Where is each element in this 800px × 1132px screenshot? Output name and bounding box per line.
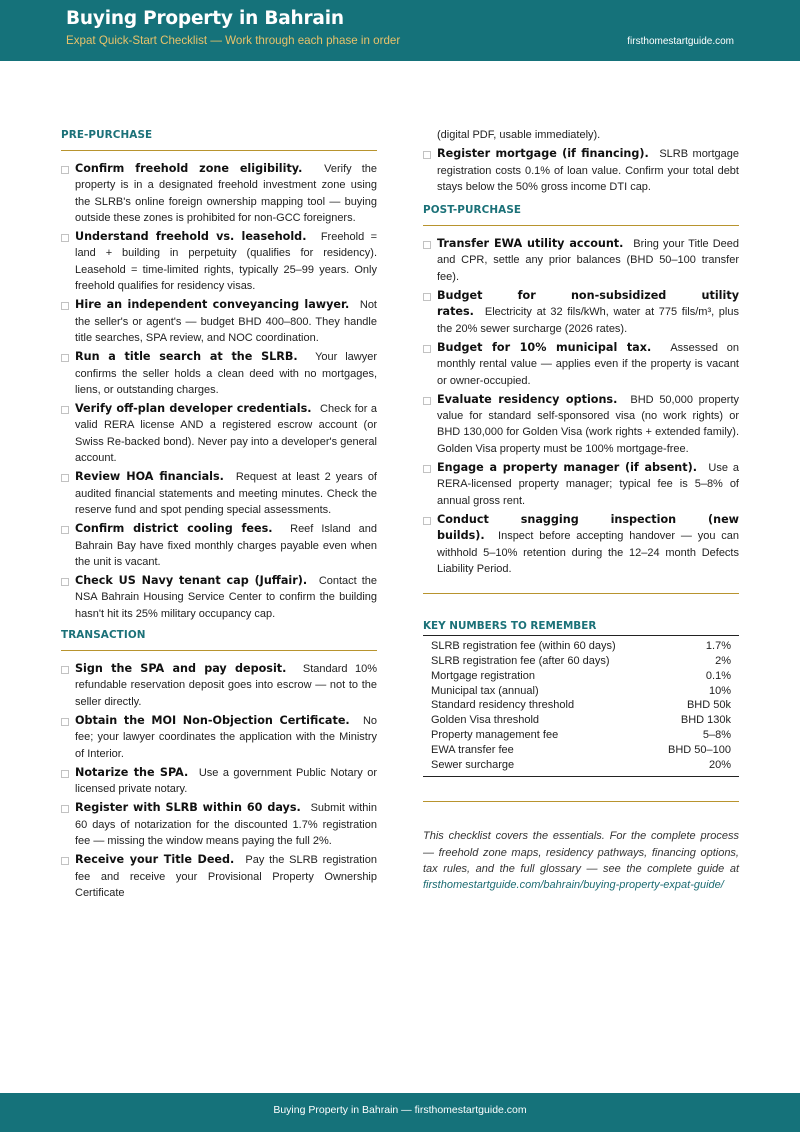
checklist-item <box>423 236 739 285</box>
item-text: Reef Island and Bahrain Bay have fixed monthly charges payable even when the unit is vacant. <box>75 523 377 568</box>
key-number-label: Mortgage registration <box>431 669 535 682</box>
key-number-label: Property management fee <box>431 728 559 741</box>
item-lead: Understand freehold vs. leasehold. <box>75 230 307 244</box>
key-number-label: Golden Visa threshold <box>431 714 540 727</box>
item-text: Bring your Title Deed and CPR, settle any prior balances (BHD 50–100 transfer fee). <box>437 238 740 283</box>
item-lead: Budget for 10% municipal tax. <box>437 340 652 354</box>
footer-text: Buying Property in Bahrain — firsthomestartguide.com <box>273 1104 527 1116</box>
item-lead: Sign the SPA and pay deposit. <box>75 662 287 676</box>
key-number-value: 1.7% <box>705 640 731 653</box>
item-lead: Budget for non-subsidized utility rates. <box>437 289 739 319</box>
post-purchase-list <box>423 236 739 577</box>
item-text: Standard 10% refundable reservation deposit goes into escrow — not to the seller directly. <box>75 663 377 708</box>
checkbox[interactable] <box>423 397 431 405</box>
item-text: Your lawyer confirms the seller holds a clean deed with no mortgages, liens, or outstanding charges. <box>75 351 378 396</box>
key-number-row <box>423 636 739 654</box>
checklist-item <box>423 460 739 509</box>
checkbox[interactable] <box>61 166 69 174</box>
item-lead: Transfer EWA utility account. <box>437 237 624 251</box>
page-footer <box>0 1093 800 1132</box>
item-lead: Hire an independent conveyancing lawyer. <box>75 298 350 312</box>
checkbox[interactable] <box>61 354 69 362</box>
key-number-value: 5–8% <box>702 728 731 741</box>
item-text: Pay the SLRB registration fee and receive your Provisional Property Ownership Certificate <box>75 854 377 899</box>
checkbox[interactable] <box>61 857 69 865</box>
key-number-label: Sewer surcharge <box>431 758 515 771</box>
checklist-item <box>61 469 377 518</box>
key-number-row <box>423 698 739 713</box>
item-text: Contact the NSA Bahrain Housing Service Center to confirm the building hasn't hit its 25% military occupancy cap. <box>75 575 378 620</box>
item-text: Freehold = land + building in perpetuity (qualifies for residency). Leasehold = time-limited rights, typically 25–99 years. Only freehold qualifies for residency visas. <box>75 231 377 293</box>
checkbox[interactable] <box>61 406 69 414</box>
key-number-row <box>423 669 739 684</box>
item-lead: Engage a property manager (if absent). <box>437 461 697 475</box>
key-number-row <box>423 713 739 728</box>
item-text: BHD 50,000 property value for standard self-sponsored visa (no work rights) or BHD 130,000 for Golden Visa (work rights + extended family). Golden Visa property must be 100% mortgage-free. <box>437 393 740 455</box>
key-number-row <box>423 743 739 758</box>
checkbox[interactable] <box>61 474 69 482</box>
checkbox[interactable] <box>423 345 431 353</box>
checkbox[interactable] <box>423 517 431 525</box>
guide-link[interactable]: firsthomestartguide.com/bahrain/buying-property-expat-guide/ <box>423 878 724 891</box>
key-number-value: 2% <box>715 654 731 667</box>
key-number-value: 20% <box>708 758 731 771</box>
section-title-post-purchase: POST-PURCHASE <box>423 201 739 226</box>
pre-purchase-list <box>61 161 377 622</box>
right-column <box>423 128 739 893</box>
item-lead: Notarize the SPA. <box>75 765 189 779</box>
item-text: Assessed on monthly rental value — applies even if the property is vacant or owner-occupied. <box>437 341 739 387</box>
divider <box>423 801 739 802</box>
key-number-row <box>423 654 739 669</box>
item-text: Use a government Public Notary or licensed private notary. <box>75 766 378 796</box>
item-text: Request at least 2 years of audited financial statements and meeting minutes. Check the reserve fund and spot pending special assessments. <box>75 471 377 516</box>
checkbox[interactable] <box>423 241 431 249</box>
key-numbers-title: KEY NUMBERS TO REMEMBER <box>423 594 739 636</box>
checklist-item <box>61 401 377 466</box>
checkbox[interactable] <box>61 718 69 726</box>
page-header <box>0 0 800 61</box>
key-numbers-table <box>423 636 739 777</box>
checklist-item <box>61 800 377 849</box>
section-title-transaction: TRANSACTION <box>61 626 377 651</box>
checkbox[interactable] <box>61 302 69 310</box>
closing-note <box>423 828 739 893</box>
item-lead: Confirm district cooling fees. <box>75 522 273 536</box>
checkbox[interactable] <box>61 234 69 242</box>
closing-text: This checklist covers the essentials. For the complete process — freehold zone maps, residency pathways, financing options, tax rules, and the full glossary — see the complete guide at <box>423 830 739 875</box>
item-lead: Register with SLRB within 60 days. <box>75 801 301 815</box>
item-lead: Evaluate residency options. <box>437 392 618 406</box>
checklist-item <box>61 161 377 226</box>
checkbox[interactable] <box>61 666 69 674</box>
item-text: No fee; your lawyer coordinates the application with the Ministry of Interior. <box>75 714 377 760</box>
page-title: Buying Property in Bahrain <box>66 8 344 29</box>
item-text: Submit within 60 days of notarization for the discounted 1.7% registration fee — missing the window means paying the full 2%. <box>75 802 377 847</box>
checklist-item <box>61 852 377 901</box>
checklist-item <box>61 573 377 622</box>
checkbox[interactable] <box>61 578 69 586</box>
checklist-item <box>423 288 739 337</box>
checklist-item <box>423 512 739 577</box>
checkbox[interactable] <box>61 526 69 534</box>
key-number-label: SLRB registration fee (after 60 days) <box>431 654 610 667</box>
item-lead: Run a title search at the SLRB. <box>75 350 298 364</box>
item-text: Verify the property is in a designated freehold investment zone using the SLRB's online foreign ownership mapping tool — buying outside these zones is prohibited for non-GCC foreigners. <box>75 163 378 224</box>
key-number-label: Municipal tax (annual) <box>431 684 539 697</box>
item-lead: Register mortgage (if financing). <box>437 147 649 161</box>
key-number-row <box>423 758 739 777</box>
item-lead: Verify off-plan developer credentials. <box>75 402 312 416</box>
item-text: Inspect before accepting handover — you can withhold 5–10% retention during the 12–24 month Defects Liability Period. <box>437 530 740 575</box>
header-site-link[interactable]: firsthomestartguide.com <box>627 36 734 47</box>
section-title-pre-purchase: PRE-PURCHASE <box>61 126 377 151</box>
checklist-item <box>61 229 377 294</box>
key-number-row <box>423 728 739 743</box>
item-lead: Conduct snagging inspection (new builds). <box>437 512 739 543</box>
checkbox[interactable] <box>423 465 431 473</box>
key-number-label: EWA transfer fee <box>431 743 514 756</box>
checklist-item <box>423 340 739 389</box>
item-text: Use a RERA-licensed property manager; typical fee is 5–8% of annual gross rent. <box>437 462 739 507</box>
checklist-item <box>61 765 377 798</box>
item-continuation: (digital PDF, usable immediately). <box>437 129 601 141</box>
checkbox[interactable] <box>61 770 69 778</box>
checklist-item <box>61 661 377 710</box>
checklist-item <box>61 713 377 762</box>
key-number-row <box>423 684 739 699</box>
item-text: Check for a valid RERA license AND a registered escrow account (or Swiss Re-backed bond). Never pay into a developer's general account. <box>75 403 377 465</box>
key-number-label: SLRB registration fee (within 60 days) <box>431 640 616 653</box>
transaction-list-continued <box>423 146 739 195</box>
checklist-item <box>61 297 377 346</box>
item-text: Electricity at 32 fils/kWh, water at 775 fils/m³, plus the 20% sewer surcharge (2026 rates). <box>437 306 739 335</box>
key-number-value: 0.1% <box>705 669 731 682</box>
item-text: Not the seller's or agent's — budget BHD 400–800. They handle title searches, SPA review, and NOC coordination. <box>75 299 377 344</box>
checklist-item <box>423 146 739 195</box>
key-number-value: 10% <box>708 684 731 697</box>
page-subtitle: Expat Quick-Start Checklist — Work through each phase in order <box>66 34 401 47</box>
key-number-label: Standard residency threshold <box>431 699 575 712</box>
item-lead: Review HOA financials. <box>75 470 224 484</box>
checkbox[interactable] <box>423 151 431 159</box>
checkbox[interactable] <box>423 293 431 301</box>
key-number-value: BHD 130k <box>680 714 731 727</box>
checklist-item <box>61 349 377 398</box>
item-lead: Confirm freehold zone eligibility. <box>75 162 303 175</box>
key-number-value: BHD 50–100 <box>668 743 731 756</box>
checkbox[interactable] <box>61 805 69 813</box>
checklist-item <box>423 392 739 457</box>
key-number-value: BHD 50k <box>686 699 731 712</box>
left-column <box>61 126 377 904</box>
item-lead: Receive your Title Deed. <box>75 853 235 867</box>
checklist-item <box>61 521 377 570</box>
item-text: SLRB mortgage registration costs 0.1% of loan value. Confirm your total debt stays below the 50% gross income DTI cap. <box>437 148 739 193</box>
item-lead: Check US Navy tenant cap (Juffair). <box>75 574 308 588</box>
transaction-list <box>61 661 377 901</box>
item-lead: Obtain the MOI Non-Objection Certificate. <box>75 713 350 727</box>
